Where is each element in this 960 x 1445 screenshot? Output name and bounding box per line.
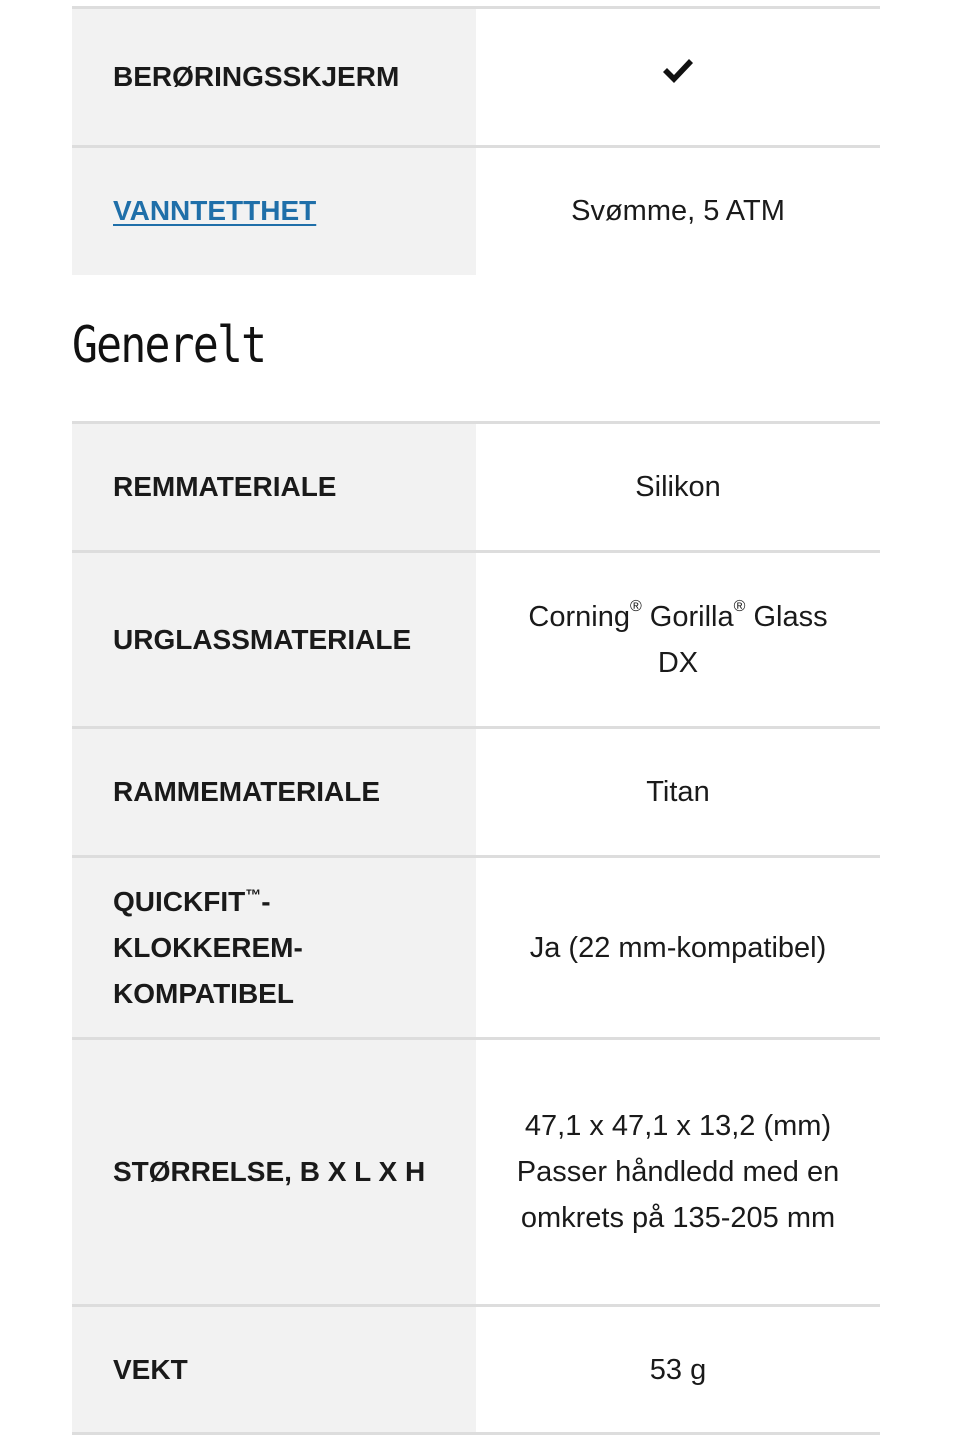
spec-value: Silikon: [635, 471, 721, 503]
registered-mark: ®: [629, 597, 642, 615]
spec-value: Titan: [646, 776, 710, 808]
spec-value: [476, 552, 880, 728]
spec-row-touchscreen: [72, 8, 880, 147]
trademark-mark: ™: [245, 887, 262, 905]
checkmark-icon: [661, 56, 695, 86]
spec-value: Svømme, 5 ATM: [571, 195, 785, 228]
spec-row-lens-material: [72, 552, 880, 728]
section-title-general: Generelt: [72, 316, 266, 374]
spec-label: [72, 147, 476, 275]
spec-value-part: Glass DX: [657, 600, 828, 679]
spec-value-part: Gorilla: [641, 600, 734, 633]
spec-label: URGLASSMATERIALE: [72, 552, 476, 728]
spec-label: BERØRINGSSKJERM: [72, 8, 476, 147]
spec-table-general: [72, 421, 880, 1435]
spec-label: VEKT: [72, 1306, 476, 1434]
spec-value: 53 g: [649, 1353, 707, 1386]
spec-table-top: [72, 6, 880, 275]
spec-value: 47,1 x 47,1 x 13,2 (mm) Passer håndledd med en omkrets på 135-205 mm: [516, 1110, 840, 1234]
water-resistance-link[interactable]: VANNTETTHET: [113, 195, 317, 227]
spec-label: STØRRELSE, B X L X H: [72, 1039, 476, 1306]
spec-value-part: Corning: [528, 600, 630, 633]
spec-value: [476, 8, 880, 147]
spec-row-bezel-material: [72, 728, 880, 857]
spec-label-part: QUICKFIT: [113, 885, 246, 917]
spec-label: RAMMEMATERIALE: [72, 728, 476, 857]
spec-label-part: -KLOKKEREM-KOMPATIBEL: [113, 885, 303, 1009]
spec-label: REMMATERIALE: [72, 423, 476, 552]
spec-row-size: [72, 1039, 880, 1306]
spec-value: Ja (22 mm-kompatibel): [529, 931, 827, 964]
spec-row-weight: [72, 1306, 880, 1434]
spec-label: [72, 857, 476, 1039]
spec-row-water-resistance: [72, 147, 880, 275]
registered-mark: ®: [733, 597, 746, 615]
spec-row-strap-material: [72, 423, 880, 552]
spec-row-quickfit: [72, 857, 880, 1039]
